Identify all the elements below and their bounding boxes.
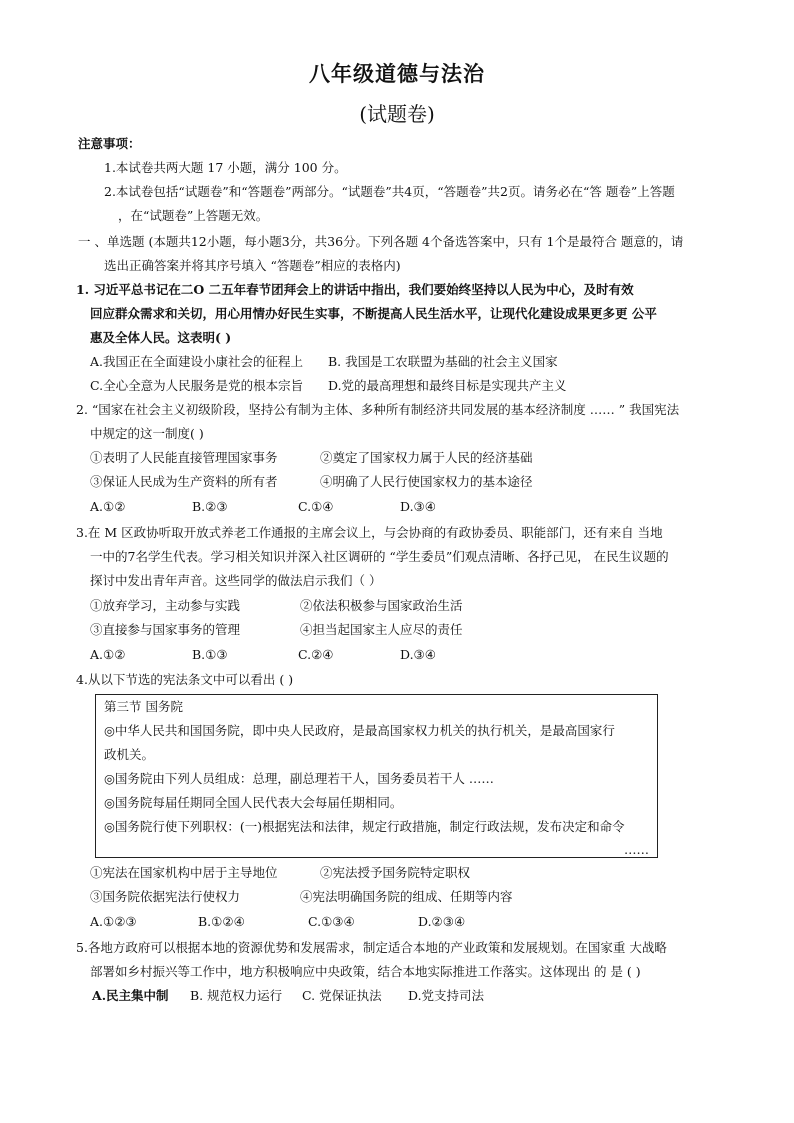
q1-stem-line-1: 1. 习近平总书记在二O 二五年春节团拜会上的讲话中指出，我们要始终坚持以人民为中心，及时有效 (76, 282, 634, 297)
q3-stem-line-3: 探讨中发出青年声音。这些同学的做法启示我们（ ） (90, 573, 382, 588)
excerpt-ellipsis: …… (624, 842, 649, 857)
excerpt-line-3: ◎国务院由下列人员组成：总理，副总理若干人，国务委员若干人 …… (104, 771, 494, 786)
q4-statement-3: ③国务院依据宪法行使权力 (90, 889, 241, 904)
q1-option-b: B. 我国是工农联盟为基础的社会主义国家 (328, 354, 558, 369)
q3-option-d: D.③④ (400, 647, 436, 662)
notes-heading: 注意事项： (78, 136, 141, 151)
q5-stem-line-1: 5.各地方政府可以根据本地的资源优势和发展需求，制定适合本地的产业政策和发展规划。在国家重 大战略 (76, 940, 667, 955)
q4-statement-4: ④宪法明确国务院的组成、任期等内容 (300, 889, 513, 904)
q2-stem-line-1: 2. “国家在社会主义初级阶段，坚持公有制为主体、多种所有制经济共同发展的基本经济制度 …… ” 我国宪法 (76, 402, 680, 417)
q3-stem-line-2: 一中的7名学生代表。学习相关知识并深入社区调研的 “学生委员”们观点清晰、各抒己见， 在民生议题的 (90, 549, 669, 564)
q5-option-d: D.党支持司法 (408, 988, 485, 1003)
q1-stem-line-2: 回应群众需求和关切，用心用情办好民生实事，不断提高人民生活水平，让现代化建设成果更多更 公平 (90, 306, 657, 321)
q3-statement-2: ②依法积极参与国家政治生活 (300, 598, 463, 613)
q2-option-a: A.①② (90, 499, 126, 514)
q3-option-c: C.②④ (298, 647, 334, 662)
q2-statement-2: ②奠定了国家权力属于人民的经济基础 (320, 450, 533, 465)
q2-option-b: B.②③ (192, 499, 228, 514)
q1-option-d: D.党的最高理想和最终目标是实现共产主义 (328, 378, 567, 393)
q1-option-a: A.我国正在全面建设小康社会的征程上 (90, 354, 304, 369)
q5-option-c: C. 党保证执法 (302, 988, 382, 1003)
q2-statement-1: ①表明了人民能直接管理国家事务 (90, 450, 278, 465)
excerpt-heading: 第三节 国务院 (104, 699, 183, 714)
q1-stem-line-3: 惠及全体人民。这表明( ) (90, 330, 232, 345)
excerpt-line-1: ◎中华人民共和国国务院，即中央人民政府，是最高国家权力机关的执行机关，是最高国家行 (104, 723, 615, 738)
q4-option-c: C.①③④ (308, 914, 355, 929)
page-title: 八年级道德与法治 (309, 61, 485, 86)
notes-item-2-line-1: 2.本试卷包括“试题卷”和“答题卷”两部分。“试题卷”共4页，“答题卷”共2页。请务必在“答 题卷”上答题 (104, 184, 675, 199)
notes-item-1: 1.本试卷共两大题 17 小题，满分 100 分。 (104, 160, 347, 175)
q4-option-b: B.①②④ (198, 914, 245, 929)
q2-stem-line-2: 中规定的这一制度( ) (90, 426, 204, 441)
q3-statement-1: ①放弃学习，主动参与实践 (90, 598, 241, 613)
q3-option-a: A.①② (90, 647, 126, 662)
q3-statement-4: ④担当起国家主人应尽的责任 (300, 622, 463, 637)
q3-option-b: B.①③ (192, 647, 228, 662)
q4-stem: 4.从以下节选的宪法条文中可以看出 ( ) (76, 672, 294, 687)
q5-option-a: A.民主集中制 (92, 988, 169, 1003)
q2-statement-3: ③保证人民成为生产资料的所有者 (90, 474, 278, 489)
excerpt-line-4: ◎国务院每届任期同全国人民代表大会每届任期相同。 (104, 795, 403, 810)
q5-option-b: B. 规范权力运行 (190, 988, 283, 1003)
q4-option-d: D.②③④ (418, 914, 466, 929)
q2-statement-4: ④明确了人民行使国家权力的基本途径 (320, 474, 533, 489)
q5-stem-line-2: 部署如乡村振兴等工作中，地方积极响应中央政策，结合本地实际推进工作落实。这体现出 的 是 ( ) (90, 964, 641, 979)
q3-stem-line-1: 3.在 M 区政协听取开放式养老工作通报的主席会议上，与会协商的有政协委员、职能部门，还有来自 当地 (76, 525, 663, 540)
notes-item-2-line-2: ，在“试题卷”上答题无效。 (118, 208, 269, 223)
section-heading-line-1: 一 、单选题 (本题共12小题，每小题3分，共36分。下列各题 4个备选答案中，只有 1个是最符合 题意的，请 (78, 234, 684, 249)
section-heading-line-2: 选出正确答案并将其序号填入 “答题卷”相应的表格内) (104, 258, 401, 273)
q2-option-c: C.①④ (298, 499, 334, 514)
page-subtitle: (试题卷) (359, 102, 435, 126)
q2-option-d: D.③④ (400, 499, 436, 514)
excerpt-line-2: 政机关。 (104, 747, 155, 762)
q3-statement-3: ③直接参与国家事务的管理 (90, 622, 241, 637)
q4-statement-2: ②宪法授予国务院特定职权 (320, 865, 471, 880)
q4-option-a: A.①②③ (90, 914, 137, 929)
excerpt-line-5: ◎国务院行使下列职权：(一)根据宪法和法律，规定行政措施，制定行政法规，发布决定和命令 (104, 819, 625, 834)
q1-option-c: C.全心全意为人民服务是党的根本宗旨 (90, 378, 304, 393)
constitution-excerpt-box (95, 694, 658, 858)
q4-statement-1: ①宪法在国家机构中居于主导地位 (90, 865, 278, 880)
